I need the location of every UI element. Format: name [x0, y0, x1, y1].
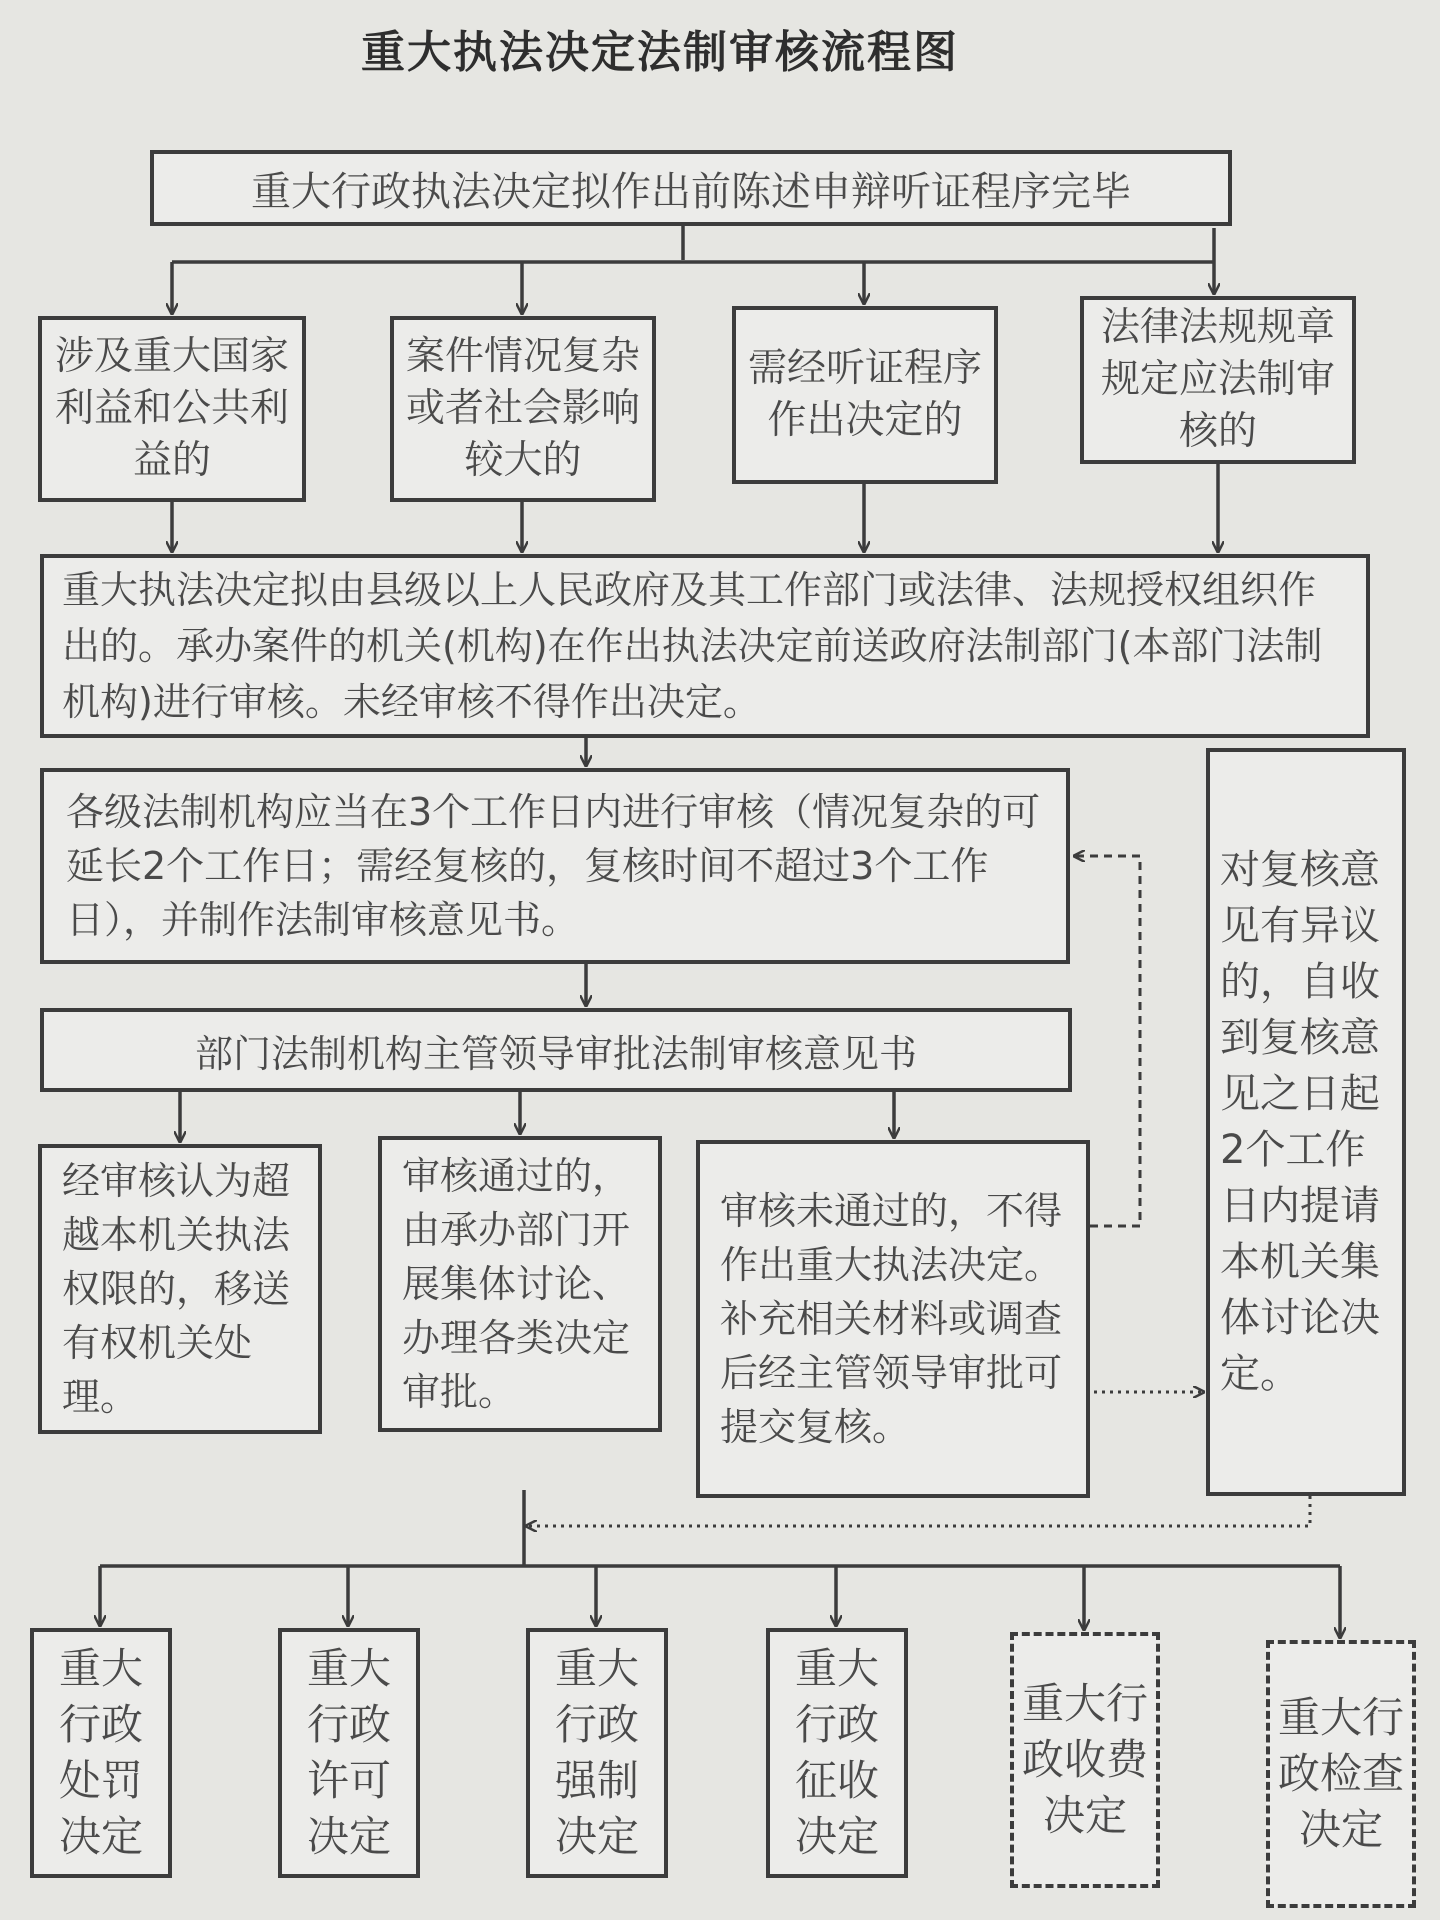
result-text: 审核通过的，由承办部门开展集体讨论、办理各类决定审批。 [402, 1154, 631, 1414]
category-box-national-interest [38, 316, 306, 502]
result-box-transfer [38, 1144, 322, 1434]
result-text: 审核未通过的，不得作出重大执法决定。补充相关材料或调查后经主管领导审批可提交复核。 [720, 1189, 1063, 1449]
start-text: 重大行政执法决定拟作出前陈述申辩听证程序完毕 [251, 168, 1131, 215]
outcome-box-expropriation [766, 1628, 908, 1878]
outcome-text: 重大行政征收决定 [794, 1644, 879, 1861]
outcome-box-penalty [30, 1628, 172, 1878]
review-text: 各级法制机构应当在3个工作日内进行审核（情况复杂的可延长2个工作日；需经复核的，复核时间不超过3个工作日），并制作法制审核意见书。 [66, 790, 1041, 942]
outcome-text: 重大行政处罚决定 [58, 1644, 143, 1861]
approval-text: 部门法制机构主管领导审批法制审核意见书 [194, 1031, 917, 1076]
return-dotted-arrow [526, 1496, 1310, 1526]
objection-box [1206, 748, 1406, 1496]
review-box [40, 768, 1070, 964]
submission-text: 重大执法决定拟由县级以上人民政府及其工作部门或法律、法规授权组织作出的。承办案件的机关(机构)在作出执法决定前送政府法制部门(本部门法制机构)进行审核。未经审核不得作出决定。 [62, 568, 1323, 724]
category-text: 涉及重大国家利益和公共利益的 [54, 334, 289, 483]
result-text: 经审核认为超越本机关执法权限的，移送有权机关处理。 [62, 1159, 291, 1419]
objection-text: 对复核意见有异议的，自收到复核意见之日起2个工作日内提请本机关集体讨论决定。 [1220, 847, 1380, 1397]
chart-title: 重大执法决定法制审核流程图 [361, 27, 959, 78]
outcome-box-inspection [1266, 1640, 1416, 1908]
result-box-rejected [696, 1140, 1090, 1498]
category-box-hearing [732, 306, 998, 484]
category-box-legal-requirement [1080, 296, 1356, 464]
outcome-text: 重大行政许可决定 [306, 1644, 391, 1861]
submission-box [40, 554, 1370, 738]
outcome-box-fee [1010, 1632, 1160, 1888]
result-box-approved [378, 1136, 662, 1432]
outcome-box-enforcement [526, 1628, 668, 1878]
start-box [150, 150, 1232, 226]
category-text: 需经听证程序作出决定的 [748, 346, 983, 443]
outcome-text: 重大行政收费决定 [1022, 1679, 1149, 1840]
category-text: 法律法规规章规定应法制审核的 [1100, 305, 1335, 454]
category-box-complex-case [390, 316, 656, 502]
outcome-text: 重大行政强制决定 [554, 1644, 639, 1861]
category-text: 案件情况复杂或者社会影响较大的 [406, 334, 641, 483]
outcome-text: 重大行政检查决定 [1278, 1693, 1405, 1854]
outcome-box-license [278, 1628, 420, 1878]
approval-box [40, 1008, 1072, 1092]
